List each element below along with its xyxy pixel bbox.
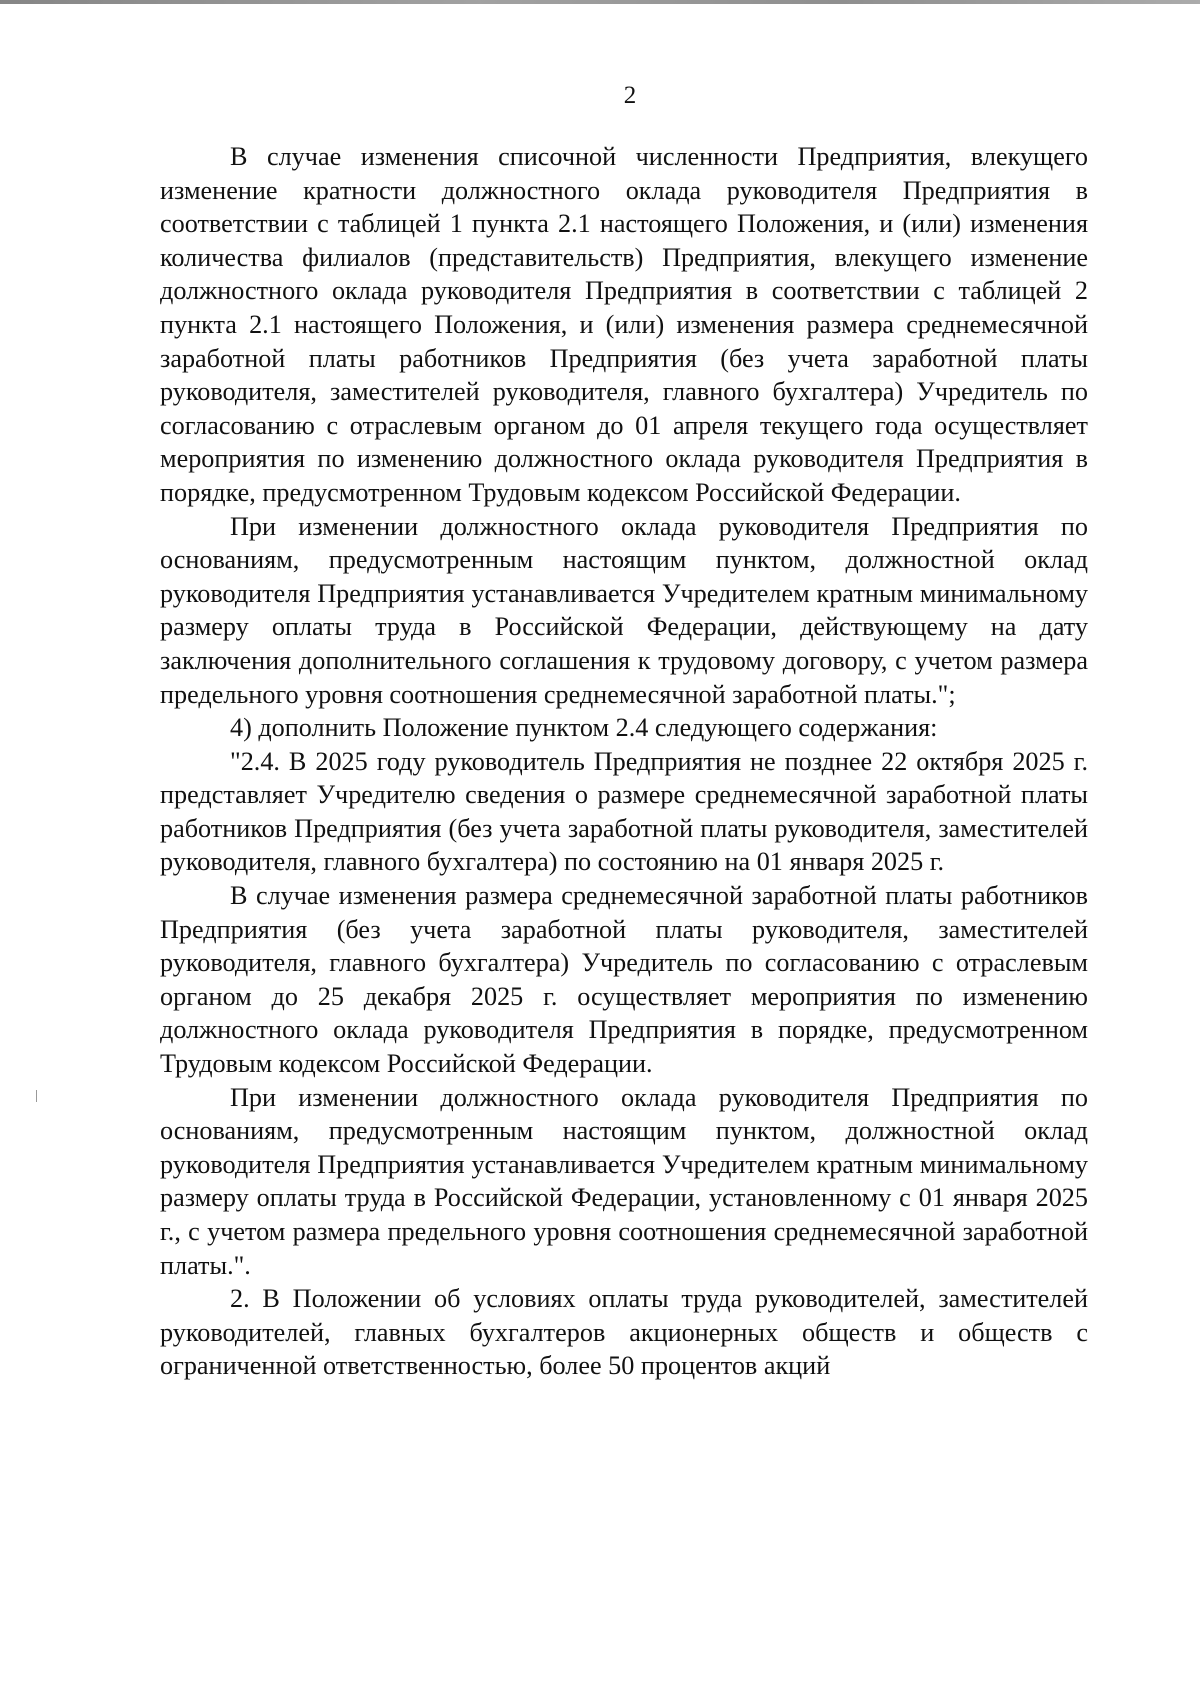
paragraph-average-salary-change: В случае изменения размера среднемесячной заработной платы работников Предприятия (без учета заработной платы руководителя, заместителей руководителя, главного бухгалтера) Учредитель по согласованию с отраслевым органом до 25 декабря 2025 г. осуществляет мероприятия по изменению должностного оклада руководителя Предприятия в порядке, предусмотренном Трудовым кодексом Российской Федерации. bbox=[160, 881, 1088, 1079]
paragraph-staff-change: В случае изменения списочной численности Предприятия, влекущего изменение кратности должностного оклада руководителя Предприятия в соответствии с таблицей 1 пункта 2.1 настоящего Положения, и (или) изменения количества филиалов (представительств) Предприятия, влекущего изменение должностного оклада руководителя Предприятия в соответствии с таблицей 2 пункта 2.1 настоящего Положения, и (или) изменения размера среднемесячной заработной платы работников Предприятия (без учета заработной платы руководителя, заместителей руководителя, главного бухгалтера) Учредитель по согласованию с отраслевым органом до 01 апреля текущего года осуществляет мероприятия по изменению должностного оклада руководителя Предприятия в порядке, предусмотренном Трудовым кодексом Российской Федерации. bbox=[160, 142, 1088, 507]
paragraph-section-2: 2. В Положении об условиях оплаты труда руководителей, заместителей руководителей, главных бухгалтеров акционерных обществ и обществ с ограниченной ответственностью, более 50 процентов акций bbox=[160, 1284, 1088, 1381]
paragraph-amendment-item-4: 4) дополнить Положение пунктом 2.4 следующего содержания: bbox=[230, 713, 938, 743]
document-body bbox=[160, 140, 1088, 1383]
paragraph-clause-2-4: "2.4. В 2025 году руководитель Предприятия не позднее 22 октября 2025 г. представляет Учредителю сведения о размере среднемесячной заработной платы работников Предприятия (без учета заработной платы руководителя, заместителей руководителя, главного бухгалтера) по состоянию на 01 января 2025 г. bbox=[160, 746, 1088, 877]
page-number: 2 bbox=[623, 82, 637, 109]
paragraph-salary-setting-2025: При изменении должностного оклада руководителя Предприятия по основаниям, предусмотренным настоящим пунктом, должностной оклад руководителя Предприятия устанавливается Учредителем кратным минимальному размеру оплаты труда в Российской Федерации, установленному с 01 января 2025 г., с учетом размера предельного уровня соотношения среднемесячной заработной платы.". bbox=[160, 1082, 1088, 1280]
paragraph-salary-setting: При изменении должностного оклада руководителя Предприятия по основаниям, предусмотренным настоящим пунктом, должностной оклад руководителя Предприятия устанавливается Учредителем кратным минимальному размеру оплаты труда в Российской Федерации, действующему на дату заключения дополнительного соглашения к трудовому договору, с учетом размера предельного уровня соотношения среднемесячной заработной платы."; bbox=[160, 511, 1088, 709]
scan-artifact bbox=[36, 1090, 37, 1102]
scan-top-edge bbox=[0, 0, 1200, 4]
